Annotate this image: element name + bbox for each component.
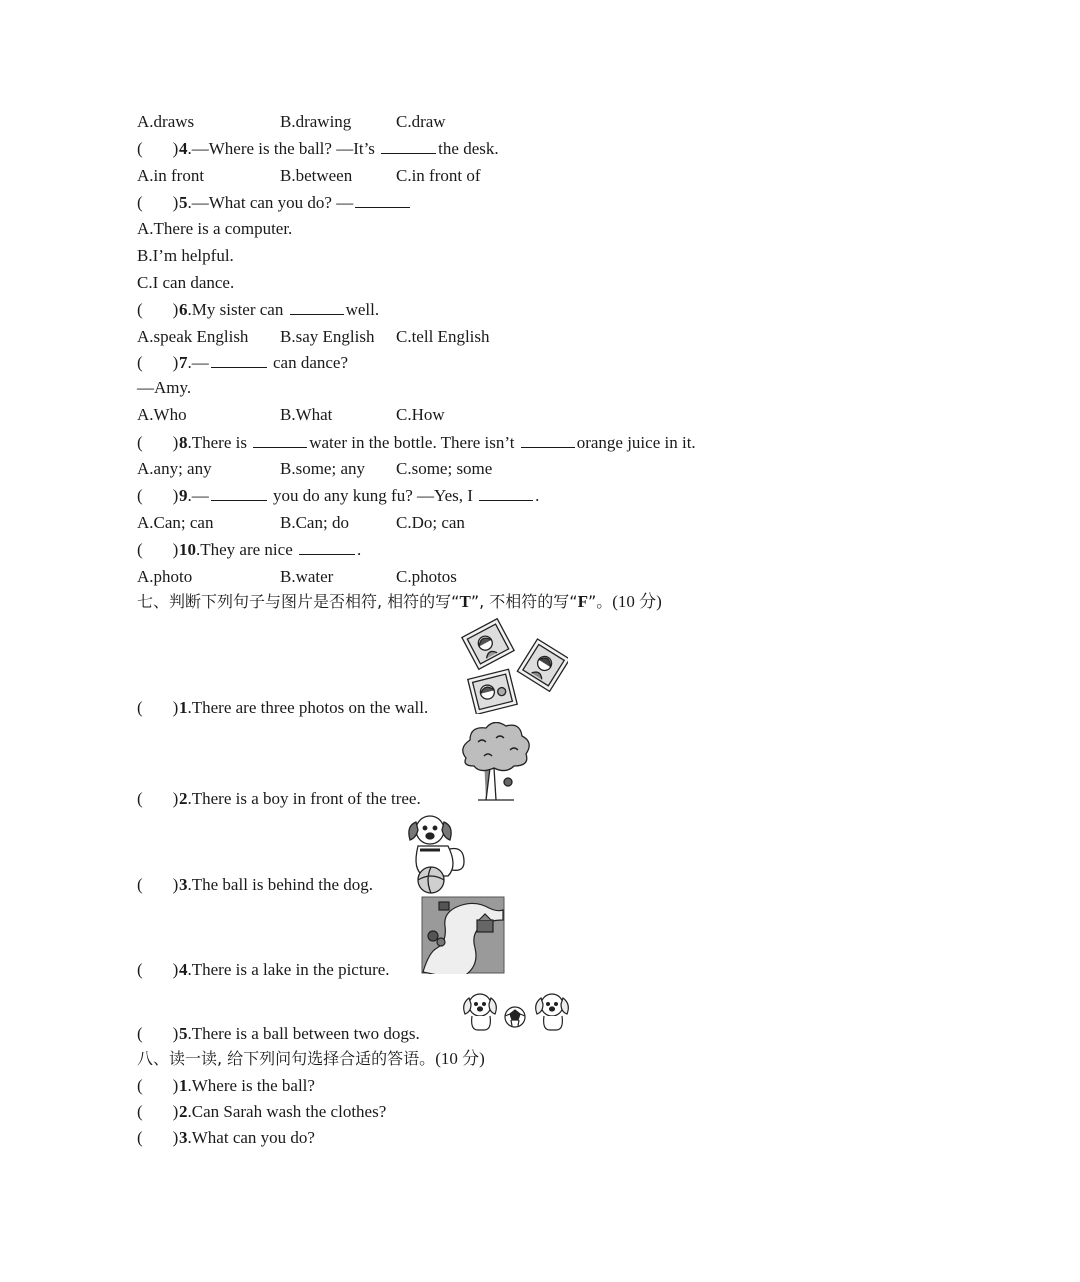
fill-blank[interactable] xyxy=(479,485,533,501)
answer-paren[interactable]: ( ) xyxy=(137,875,179,894)
answer-paren[interactable]: ( ) xyxy=(137,353,179,372)
option-a: A.draws xyxy=(137,112,195,131)
fill-blank[interactable] xyxy=(355,192,410,208)
option-c: C.draw xyxy=(396,112,446,131)
q7-answer: —Amy. xyxy=(137,378,192,397)
answer-paren[interactable]: ( ) xyxy=(137,1076,179,1095)
q9-options: A.Can; can B.Can; do C.Do; can xyxy=(137,513,465,532)
answer-paren[interactable]: ( ) xyxy=(137,139,179,158)
answer-paren[interactable]: ( ) xyxy=(137,1024,179,1043)
question-4: ( )4.—Where is the ball? —It’s the desk. xyxy=(137,139,499,158)
q5-option-a: A.There is a computer. xyxy=(137,219,293,238)
answer-paren[interactable]: ( ) xyxy=(137,300,179,319)
answer-paren[interactable]: ( ) xyxy=(137,960,179,979)
read-item-2: ( )2.Can Sarah wash the clothes? xyxy=(137,1102,387,1121)
question-7: ( )7.— can dance? xyxy=(137,353,349,372)
fill-blank[interactable] xyxy=(211,352,267,368)
fill-blank[interactable] xyxy=(211,485,267,501)
fill-blank[interactable] xyxy=(253,432,307,448)
q4-options: A.in front B.between C.in front of xyxy=(137,166,481,185)
answer-paren[interactable]: ( ) xyxy=(137,193,179,212)
dog-on-ball-icon xyxy=(402,810,470,894)
q3-options xyxy=(137,112,446,132)
answer-paren[interactable]: ( ) xyxy=(137,698,179,717)
fill-blank[interactable] xyxy=(290,299,344,315)
tree-icon xyxy=(456,722,536,802)
fill-blank[interactable] xyxy=(381,138,436,154)
fill-blank[interactable] xyxy=(521,432,575,448)
answer-paren[interactable]: ( ) xyxy=(137,1102,179,1121)
read-item-1: ( )1.Where is the ball? xyxy=(137,1076,315,1095)
q5-option-c: C.I can dance. xyxy=(137,273,235,292)
judge-item-5: ( )5.There is a ball between two dogs. xyxy=(137,1024,420,1043)
question-9: ( )9.— you do any kung fu? —Yes, I . xyxy=(137,486,540,505)
question-6: ( )6.My sister can well. xyxy=(137,300,380,319)
q5-option-b: B.I’m helpful. xyxy=(137,246,234,265)
q7-options: A.Who B.What C.How xyxy=(137,405,445,424)
judge-item-1: ( )1.There are three photos on the wall. xyxy=(137,698,429,717)
section-8-heading: 八、读一读, 给下列问句选择合适的答语。(10 分) xyxy=(137,1049,485,1068)
answer-paren[interactable]: ( ) xyxy=(137,789,179,808)
q8-options: A.any; any B.some; any C.some; some xyxy=(137,459,493,478)
two-dogs-ball-icon xyxy=(460,990,574,1032)
read-item-3: ( )3.What can you do? xyxy=(137,1128,315,1147)
judge-item-2: ( )2.There is a boy in front of the tree. xyxy=(137,789,421,808)
river-map-icon xyxy=(421,896,505,974)
question-8: ( )8.There is water in the bottle. There isn’t orange juice in it. xyxy=(137,433,696,452)
answer-paren[interactable]: ( ) xyxy=(137,486,179,505)
judge-item-4: ( )4.There is a lake in the picture. xyxy=(137,960,390,979)
question-10: ( )10.They are nice . xyxy=(137,540,362,559)
section-7-heading: 七、判断下列句子与图片是否相符, 相符的写“T”, 不相符的写“F”。(10 分) xyxy=(137,592,662,611)
answer-paren[interactable]: ( ) xyxy=(137,540,179,559)
answer-paren[interactable]: ( ) xyxy=(137,1128,179,1147)
answer-paren[interactable]: ( ) xyxy=(137,433,179,452)
q10-options: A.photo B.water C.photos xyxy=(137,567,457,586)
photos-on-wall-icon xyxy=(460,618,568,714)
fill-blank[interactable] xyxy=(299,539,355,555)
question-5: ( )5.—What can you do? — xyxy=(137,192,412,213)
judge-item-3: ( )3.The ball is behind the dog. xyxy=(137,875,374,894)
option-b: B.drawing xyxy=(280,112,352,131)
q6-options: A.speak English B.say English C.tell English xyxy=(137,327,490,346)
